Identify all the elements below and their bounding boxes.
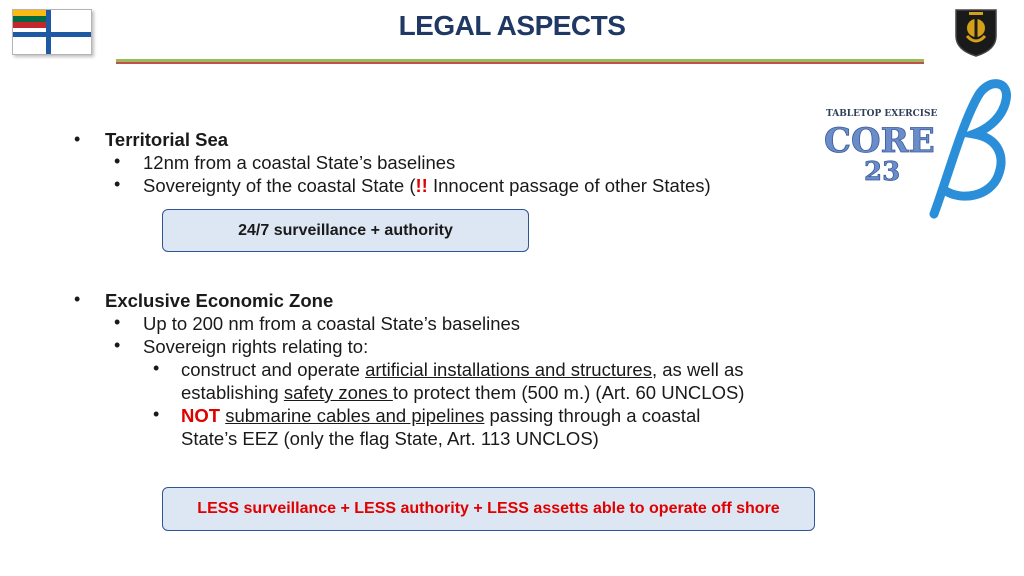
eez-subitem-1-line-2 — [181, 381, 744, 404]
surveillance-callout — [162, 209, 529, 252]
bullet: • — [114, 335, 121, 355]
logo-caption: TABLETOP EXERCISE — [826, 109, 938, 119]
territorial-sea-item-2 — [143, 174, 711, 197]
bullet: • — [114, 312, 121, 332]
eez-item-1: Up to 200 nm from a coastal State’s baselines — [143, 313, 521, 334]
eez-subitem-2 — [181, 404, 700, 427]
bullet: • — [74, 129, 81, 149]
territorial-sea-heading: Territorial Sea — [105, 129, 229, 150]
item-text: , as well as — [651, 359, 744, 380]
territorial-sea-item-1: 12nm from a coastal State’s baselines — [143, 152, 456, 173]
logo-word: CORE — [824, 121, 935, 161]
core23-logo — [822, 76, 1012, 222]
item-text: Innocent passage of other States) — [427, 175, 711, 196]
page-title: LEGAL ASPECTS — [398, 10, 626, 41]
bullet: • — [114, 174, 121, 194]
eez-subitem-2-line-2: State’s EEZ (only the flag State, Art. 113 UNCLOS) — [181, 428, 599, 449]
item-text: Sovereignty of the coastal State ( — [143, 175, 416, 196]
item-text: construct and operate — [181, 359, 366, 380]
item-text: to protect them (500 m.) (Art. 60 UNCLOS) — [392, 382, 745, 403]
eez-subitem-1 — [181, 358, 744, 381]
item-text: establishing — [181, 382, 284, 403]
bullet: • — [153, 404, 160, 424]
eez-item-2: Sovereign rights relating to: — [143, 336, 369, 357]
title-rule — [116, 51, 924, 56]
underlined-term: artificial installations and structures — [365, 359, 652, 380]
warning-mark: !! — [415, 175, 428, 196]
item-text: passing through a coastal — [484, 405, 701, 426]
callout-text: 24/7 surveillance + authority — [238, 221, 453, 239]
navy-emblem — [952, 6, 1000, 58]
less-surveillance-callout — [162, 487, 815, 531]
underlined-term: safety zones — [283, 382, 393, 403]
logo-number: 23 — [864, 157, 901, 187]
eez-heading: Exclusive Economic Zone — [105, 290, 334, 311]
not-mark: NOT — [181, 405, 221, 426]
callout-text: LESS surveillance + LESS authority + LESS assetts able to operate off shore — [197, 500, 780, 517]
bullet: • — [153, 358, 160, 378]
underlined-term: submarine cables and pipelines — [225, 405, 485, 426]
bullet: • — [114, 151, 121, 171]
bullet: • — [74, 289, 81, 309]
